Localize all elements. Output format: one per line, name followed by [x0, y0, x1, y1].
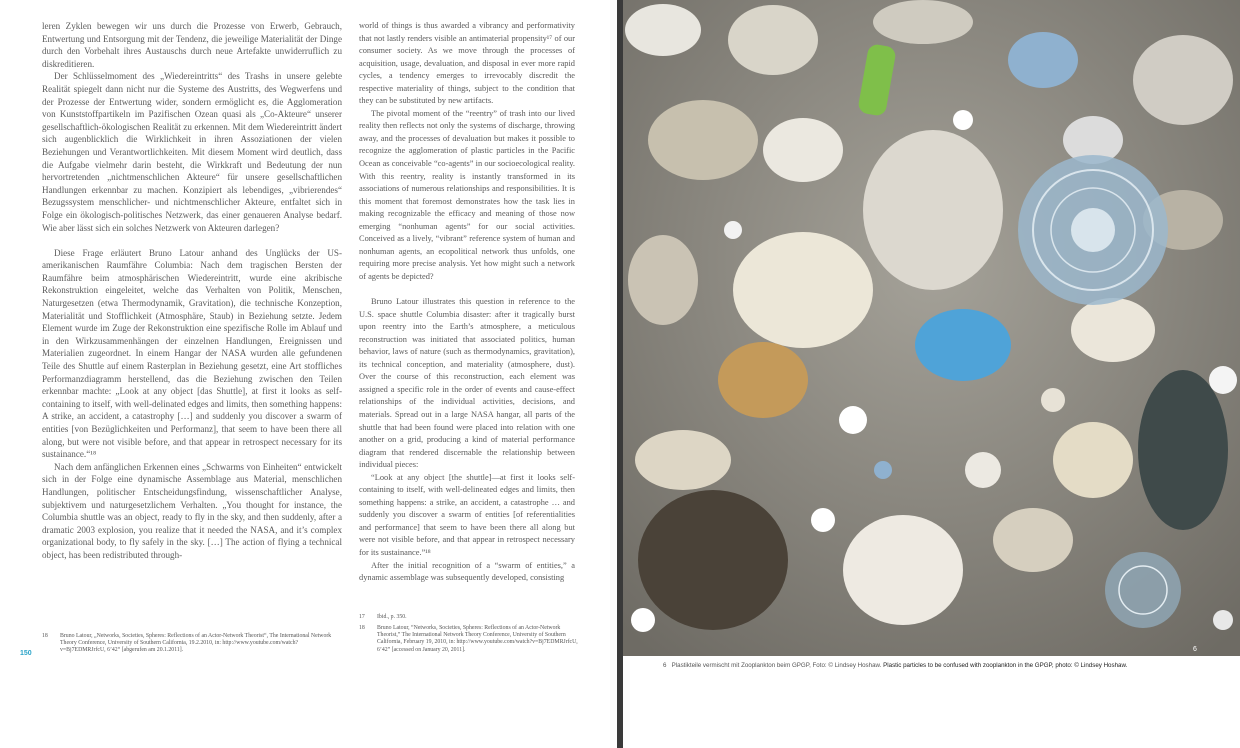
- page-number: 150: [20, 650, 32, 657]
- plankton-photo: [623, 0, 1240, 656]
- english-text-column: [359, 20, 575, 585]
- right-page: [623, 0, 1240, 748]
- footnote-english-17: [359, 614, 579, 621]
- footnote-text: Bruno Latour, „Networks, Societies, Spheres: Reflections of an Actor-Network Theorist“, The International Network Theory Conference, University of Southern California, 19.2.2010, in: http://www.youtube.com/watch?v=Bj7EDMRJrfcU, 6’42“ [abgerufen am 20.1.2011].: [60, 633, 332, 654]
- english-paragraph: “Look at any object [the shuttle]—at first it looks self-containing to itself, with well-delineated edges and limits, then something happens: a strike, an accident, a catastrophe … and suddenly you discover a swarm of entities [of referentialities and performance] that seem to have been there all along but were not visible before, and that appear in retrospect necessary for its sustainance.”¹⁸: [359, 472, 575, 558]
- english-paragraph: After the initial recognition of a “swarm of entities,” a dynamic assemblage was subsequently developed, consisting: [359, 560, 575, 583]
- german-paragraph: Der Schlüsselmoment des „Wiedereintritts“ des Trashs in unsere gelebte Realität spiegelt dann nicht nur die Systeme des Austritts, des Wegwerfens und der Prozesse der Entwertung wider, sondern ermöglicht es, die Agglomeration von Kunststoffpartikeln im Pazifischen Ozean quasi als „Co-Akteure“ unserer gesellschaftlich-ökologischen Realität zu erkennen. Mit dem Wiedereintritt ändert sich augenblicklich die Wirklichkeit in ihren Assoziationen der vielen Beziehungen und Verantwortlichkeiten. Mit diesem Moment wird deutlich, dass die Aufgabe vielmehr darin besteht, die Wirkkraft und Bedeutung der nun hervortretenden „nichtmenschlichen Akteure“ für unsere gesellschaftlichen Handlungen erkennbar zu machen. Konzipiert als lebendiges, „vibrierendes“ Bezugssystem menschlicher- und nichtmenschlicher Akteure, entfaltet sich in Folge ein ökologisch-politisches Netzwerk, das einer genaueren Analyse bedarf. Wie aber lässt sich ein solches Netzwerk von Akteuren darlegen?: [42, 71, 342, 233]
- caption-german: Plastikteile vermischt mit Zooplankton beim GPGP, Foto: © Lindsey Hoshaw.: [671, 662, 882, 669]
- footnote-number: 18: [42, 633, 48, 639]
- english-paragraph: world of things is thus awarded a vibrancy and performativity that not lastly renders visible an antimaterial propensity¹⁷ of our consumer society. As we move through the processes of acquisition, usage, devaluation, and disposal in ever more rapid cycles, a tendency emerges to irrevocably discredit the respective materiality of things, subject to the condition that they can be substituted by new artifacts.: [359, 21, 575, 106]
- german-paragraph: Diese Frage erläutert Bruno Latour anhand des Unglücks der US-amerikanischen Raumfähre Columbia: Nach dem tragischen Bersten der Raumfähre beim atmosphärischen Wiedereintritt, wurde eine akribische Rekonstruktion eingeleitet, welche das Verhalten von Politik, Menschen, Naturgesetzen (etwa Thermodynamik, Gravitation), die technische Konzeption, Materialität und Stofflichkeit (Atmosphäre, Staub) in Beziehung setzte. Jedem Element wurde im Zuge der Rekonstruktion eine spezifische Rolle im Ablauf und in den Wirkzusammenhängen der einzelnen Handlungen, Ereignissen und Materialien zugeordnet. In einem Hangar der NASA wurden alle gefundenen Teile des Shuttle auf einem Rasterplan in Beziehung gesetzt, eine Art stoffliches Performanzdiagramm herstellend, das die Beziehung zwischen den Teilen erkennbar machte: „Look at any object [das Shuttle], at first it looks as self-containing to itself, with well-delinated edges and limits, then something happens: A strike, an accident, a catastrophy […] and suddenly you discover a swarm of entities [von Bezüglichkeiten und Performanz], that seem to have been there all along, but were not visible before, and that appear in retrospect necessary for its sustainance.“¹⁸: [42, 247, 342, 460]
- figure-caption: [663, 662, 1127, 669]
- footnote-number: 18: [359, 625, 365, 631]
- plastic-particles-image: [623, 0, 1240, 656]
- left-page: [0, 0, 617, 748]
- german-paragraph: leren Zyklen bewegen wir uns durch die Prozesse von Erwerb, Gebrauch, Entwertung und Entsorgung mit der Tendenz, die jeweilige Materialität der Dinge durch den Vorbehalt ihres Austauschs durch neue Artefakte unwiderruflich zu diskreditieren.: [42, 21, 342, 69]
- footnote-text: Ibid., p. 350.: [377, 614, 407, 620]
- footnote-number: 17: [359, 614, 365, 620]
- radiolarian-disc: [1018, 155, 1168, 305]
- figure-number: 6: [1193, 646, 1197, 653]
- german-paragraph: Nach dem anfänglichen Erkennen eines „Schwarms von Einheiten“ entwickelt sich in der Folge eine dynamische Assemblage aus Material, menschlichen Handlungen, politischer Entscheidungsfindung, wissenschaftlicher Analyse, subjektivem und naturgesetzlichem Verhalten. „You thought for instance, the Columbia shuttle was an object, ready to fly in the sky, and then suddenly, after a dramatic 2003 explosion, you realize that it needed the NASA, and it’s complex organizational body, to fly safely in the sky. […] The action of flying a technical object, has been redistributed through-: [42, 461, 342, 560]
- footnote-german-18: [42, 633, 332, 655]
- english-paragraph: The pivotal moment of the “reentry” of trash into our lived reality then reflects not only the systems of discharge, throwing away, and the processes of devaluation but makes it possible to recognize the agglomeration of plastic particles in the Pacific Ocean as conceivable “co-agents” in our socioecological reality. With this reentry, reality is instantly transformed in its associations of numerous relationships and responsibilities. It is this moment that foremost demonstrates how the task lies in making recognizable the efficacy and meaning of those now emerging “nonhuman agents” for our social activities. Conceived as a lively, “vibrant” reference system of human and nonhuman agents, an ecopolitical network thus unfolds, one requiring more precise analysis. Yet how might such a network of agents be depicted?: [359, 108, 575, 281]
- german-text-column: [42, 20, 342, 562]
- footnote-text: Bruno Latour, “Networks, Societies, Spheres: Reflections of an Actor-Network Theorist,” The International Network Theory Conference, University of Southern California, February 19, 2010, in: http://www.youtube.com/watch?v=Bj7EDMRJrfcU, 6’42” [accessed on January 20, 2011].: [377, 625, 578, 653]
- footnote-english-18: [359, 625, 579, 654]
- english-paragraph: Bruno Latour illustrates this question in reference to the U.S. space shuttle Columbia disaster: after it tragically burst upon reentry into the Earth’s atmosphere, a meticulous reconstruction was initiated that associated politics, human behavior, laws of nature (such as thermodynamics, gravitation), its technical conception, and materiality (atmosphere, dust). Over the course of this reconstruction, each element was assigned a specific role in the order of events and cause-effect relationships of the individual activities, decisions, and materials. Spread out in a large NASA hangar, all parts of the shuttle that had been found were placed into relation with one another on a grid, producing a kind of material performance diagram that rendered discernable the relationship between individual pieces:: [359, 297, 575, 470]
- caption-number: 6: [663, 662, 667, 669]
- caption-english: Plastic particles to be confused with zooplankton in the GPGP, photo: © Lindsey Hoshaw.: [883, 662, 1128, 669]
